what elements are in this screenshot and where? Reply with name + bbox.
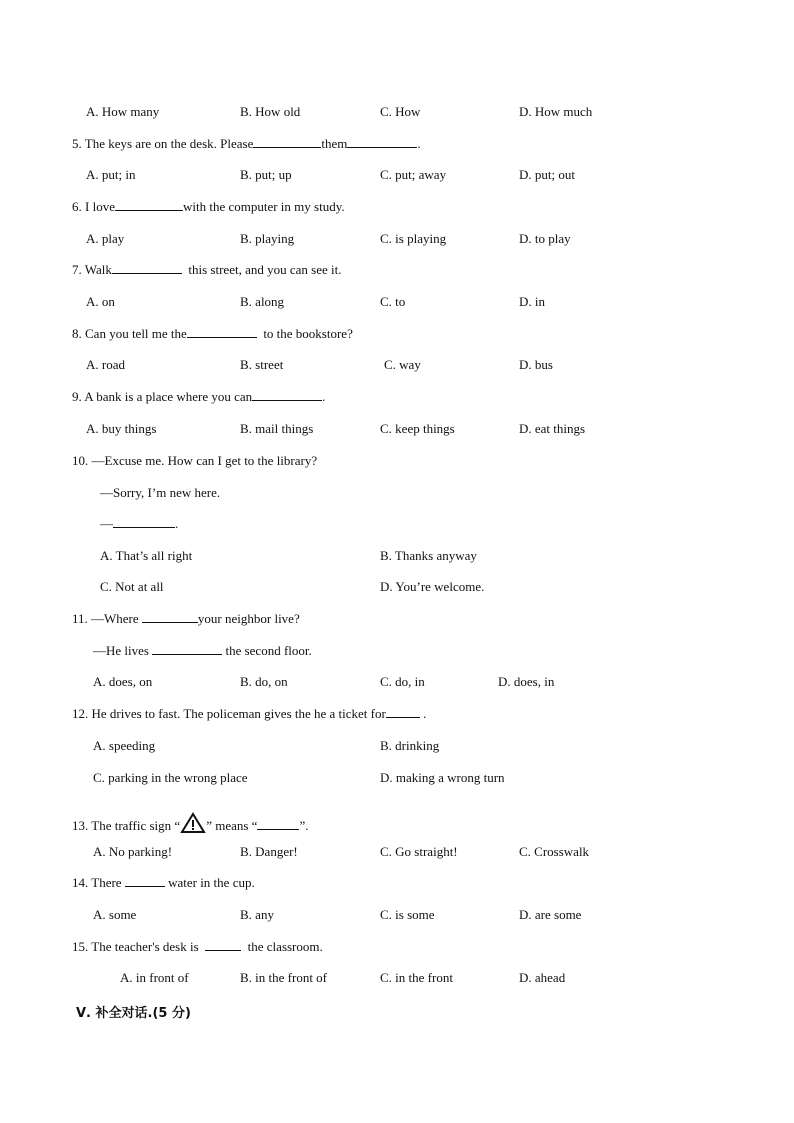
question-8 [72,326,353,342]
q10-option-c: C. Not at all [100,579,164,594]
q15-option-d: D. ahead [519,970,566,985]
q13-option-c: C. Go straight! [380,844,458,859]
section-heading: Ⅴ. 补全对话.(5 分) [76,1006,191,1021]
q13-option-b: B. Danger! [240,844,298,859]
q10-option-b: B. Thanks anyway [380,548,477,563]
q11-option-b: B. do, on [240,674,288,689]
question-10-line3 [100,516,178,532]
q7-option-b: B. along [240,294,285,309]
q6-option-a: A. play [86,231,125,246]
q14-option-d: D. are some [519,907,582,922]
question-13-text: 13. The traffic sign “ [72,818,181,833]
q15-option-b: B. in the front of [240,970,328,985]
answer-blank[interactable] [205,939,241,951]
q12-option-a: A. speeding [93,738,156,753]
q6-option-b: B. playing [240,231,295,246]
question-9-text: . [322,389,326,404]
q7-option-d: D. in [519,294,545,309]
question-9-text: 9. A bank is a place where you can [72,389,253,404]
q12-option-c: C. parking in the wrong place [93,770,248,785]
q13-option-a: A. No parking! [93,844,173,859]
q12-option-b: B. drinking [380,738,440,753]
question-13 [72,812,308,838]
question-11-text: 11. —Where [72,611,139,626]
question-11-text: the second floor. [225,643,312,658]
q5-option-a: A. put; in [86,167,136,182]
question-6-text: 6. I love [72,199,115,214]
question-11-line2 [93,643,312,659]
dash: — [100,516,113,531]
answer-blank[interactable] [187,326,257,338]
q11-option-c: C. do, in [380,674,425,689]
q10-option-a: A. That’s all right [100,548,193,563]
question-10: 10. —Excuse me. How can I get to the library? [72,453,318,468]
question-9 [72,389,325,405]
question-8-text: to the bookstore? [263,326,353,341]
q6-option-d: D. to play [519,231,571,246]
q4-option-d: D. How much [519,104,593,119]
q8-option-d: D. bus [519,357,553,372]
q9-option-d: D. eat things [519,421,586,436]
q13-option-d: C. Crosswalk [519,844,590,859]
question-7 [72,262,341,278]
q14-option-c: C. is some [380,907,435,922]
q14-option-b: B. any [240,907,274,922]
question-5-text: them [321,136,348,151]
question-10-line2: —Sorry, I’m new here. [100,485,221,500]
q4-option-a: A. How many [86,104,160,119]
question-14 [72,875,255,891]
answer-blank[interactable] [115,199,183,211]
question-5-text: . [417,136,421,151]
q4-option-c: C. How [380,104,421,119]
question-12-text: 12. He drives to fast. The policeman gives the he a ticket for [72,706,386,721]
q6-option-c: C. is playing [380,231,447,246]
q12-option-d: D. making a wrong turn [380,770,505,785]
answer-blank[interactable] [112,262,182,274]
answer-blank[interactable] [257,818,299,830]
question-7-text: this street, and you can see it. [188,262,342,277]
question-5-text: 5. The keys are on the desk. Please [72,136,254,151]
question-8-text: 8. Can you tell me the [72,326,187,341]
question-15 [72,939,323,955]
q9-option-b: B. mail things [240,421,314,436]
question-11 [72,611,300,627]
q15-option-c: C. in the front [380,970,453,985]
question-7-text: 7. Walk [72,262,112,277]
q7-option-c: C. to [380,294,406,309]
q5-option-d: D. put; out [519,167,575,182]
q7-option-a: A. on [86,294,115,309]
question-15-text: the classroom. [247,939,323,954]
period: . [423,706,427,721]
q5-option-b: B. put; up [240,167,292,182]
warning-sign-icon [180,812,206,838]
question-14-text: water in the cup. [168,875,255,890]
q8-option-a: A. road [86,357,125,372]
q9-option-c: C. keep things [380,421,455,436]
q14-option-a: A. some [93,907,137,922]
q11-option-d: D. does, in [498,674,555,689]
period: . [175,516,179,531]
question-12 [72,706,426,722]
q9-option-a: A. buy things [86,421,157,436]
question-15-text: 15. The teacher's desk is [72,939,199,954]
answer-blank[interactable] [113,516,175,528]
q4-option-b: B. How old [240,104,301,119]
question-14-text: 14. There [72,875,122,890]
answer-blank[interactable] [252,389,322,401]
q15-option-a: A. in front of [120,970,189,985]
q8-option-b: B. street [240,357,284,372]
question-6 [72,199,345,215]
answer-blank[interactable] [253,136,321,148]
q8-option-c: C. way [384,357,421,372]
answer-blank[interactable] [386,706,420,718]
answer-blank[interactable] [142,611,198,623]
q10-option-d: D. You’re welcome. [380,579,485,594]
question-13-text: ”. [299,818,309,833]
question-6-text: with the computer in my study. [182,199,345,214]
q11-option-a: A. does, on [93,674,153,689]
answer-blank[interactable] [125,875,165,887]
question-11-text: your neighbor live? [197,611,300,626]
answer-blank[interactable] [152,643,222,655]
question-13-text: ” means “ [206,818,258,833]
q5-option-c: C. put; away [380,167,447,182]
question-11-text: —He lives [93,643,149,658]
question-5 [72,136,421,152]
answer-blank[interactable] [347,136,417,148]
